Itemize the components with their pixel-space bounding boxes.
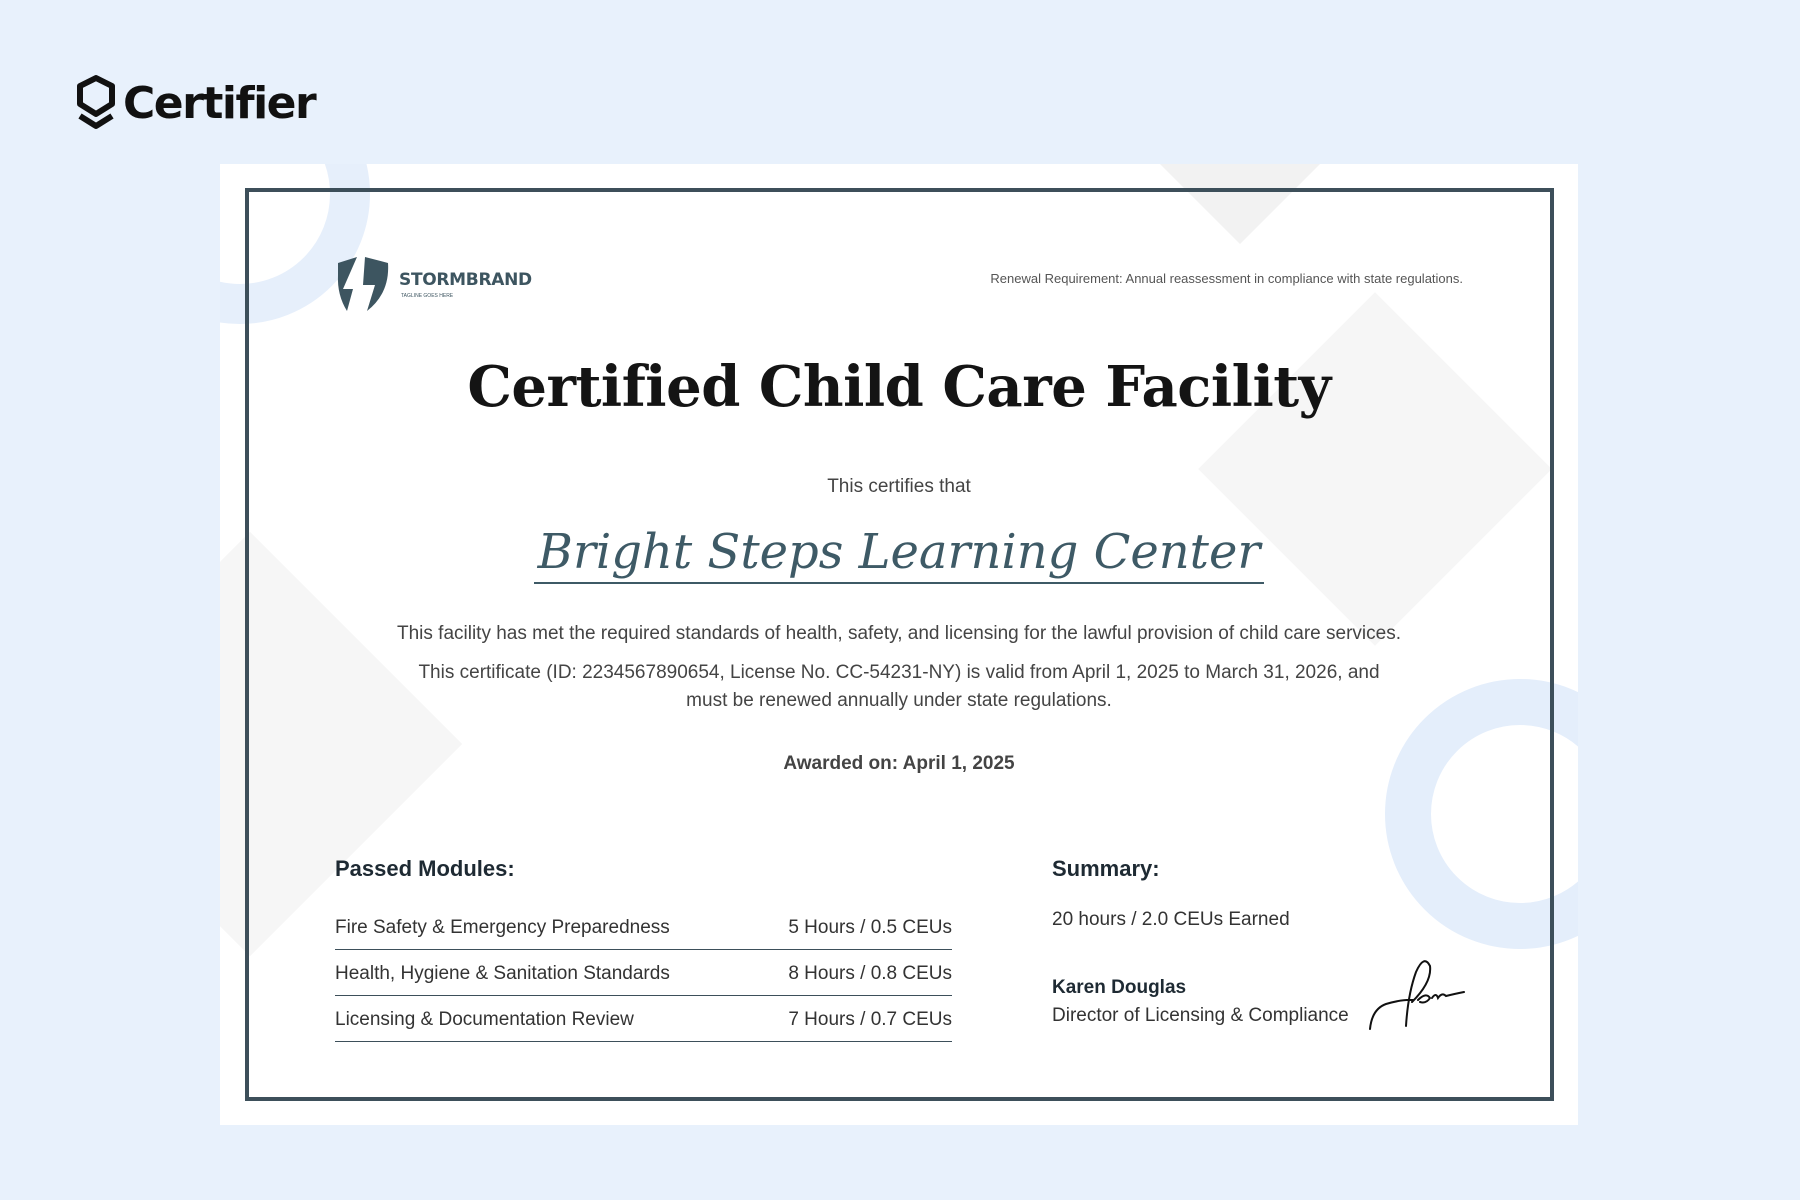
- certifier-logo: [75, 74, 315, 132]
- brand-name: Certifier: [123, 77, 316, 129]
- summary-text: 20 hours / 2.0 CEUs Earned: [1052, 909, 1290, 930]
- issuer-logo: [335, 255, 532, 313]
- module-name: Licensing & Documentation Review: [335, 1008, 634, 1030]
- module-credit: 5 Hours / 0.5 CEUs: [788, 916, 952, 938]
- certificate-title: Certified Child Care Facility: [467, 354, 1331, 420]
- modules-heading: Passed Modules:: [335, 856, 515, 881]
- recipient-text: Bright Steps Learning Center: [534, 524, 1265, 584]
- issuer-tagline: TAGLINE GOES HERE: [401, 292, 454, 299]
- module-name: Health, Hygiene & Sanitation Standards: [335, 962, 670, 984]
- recipient-name: [220, 524, 1578, 580]
- awarded-date: Awarded on: April 1, 2025: [783, 753, 1015, 774]
- signer-name: Karen Douglas: [1052, 977, 1187, 998]
- module-credit: 8 Hours / 0.8 CEUs: [788, 962, 952, 984]
- module-name: Fire Safety & Emergency Preparedness: [335, 916, 670, 938]
- table-row: [335, 904, 952, 950]
- module-credit: 7 Hours / 0.7 CEUs: [788, 1008, 952, 1030]
- description-2: This certificate (ID: 2234567890654, License No. CC-54231-NY) is valid from April 1, 2025 to March 31, 2026, and must be renewed annually under state regulations.: [418, 662, 1380, 711]
- certifier-shield-icon: [75, 74, 117, 132]
- certificate: [220, 164, 1578, 1125]
- renewal-note: Renewal Requirement: Annual reassessment in compliance with state regulations.: [990, 271, 1463, 286]
- modules-table: [335, 904, 952, 1042]
- certifies-text: This certifies that: [827, 476, 971, 497]
- table-row: [335, 950, 952, 996]
- table-row: [335, 996, 952, 1042]
- issuer-name: STORMBRAND: [399, 269, 532, 290]
- description-1: This facility has met the required standards of health, safety, and licensing for the lawful provision of child care services.: [397, 623, 1401, 644]
- signer-title: Director of Licensing & Compliance: [1052, 1005, 1349, 1026]
- signature-image: [1368, 954, 1468, 1034]
- summary-heading: Summary:: [1052, 856, 1160, 881]
- signer: [1052, 974, 1349, 1030]
- shield-lightning-icon: [335, 255, 391, 313]
